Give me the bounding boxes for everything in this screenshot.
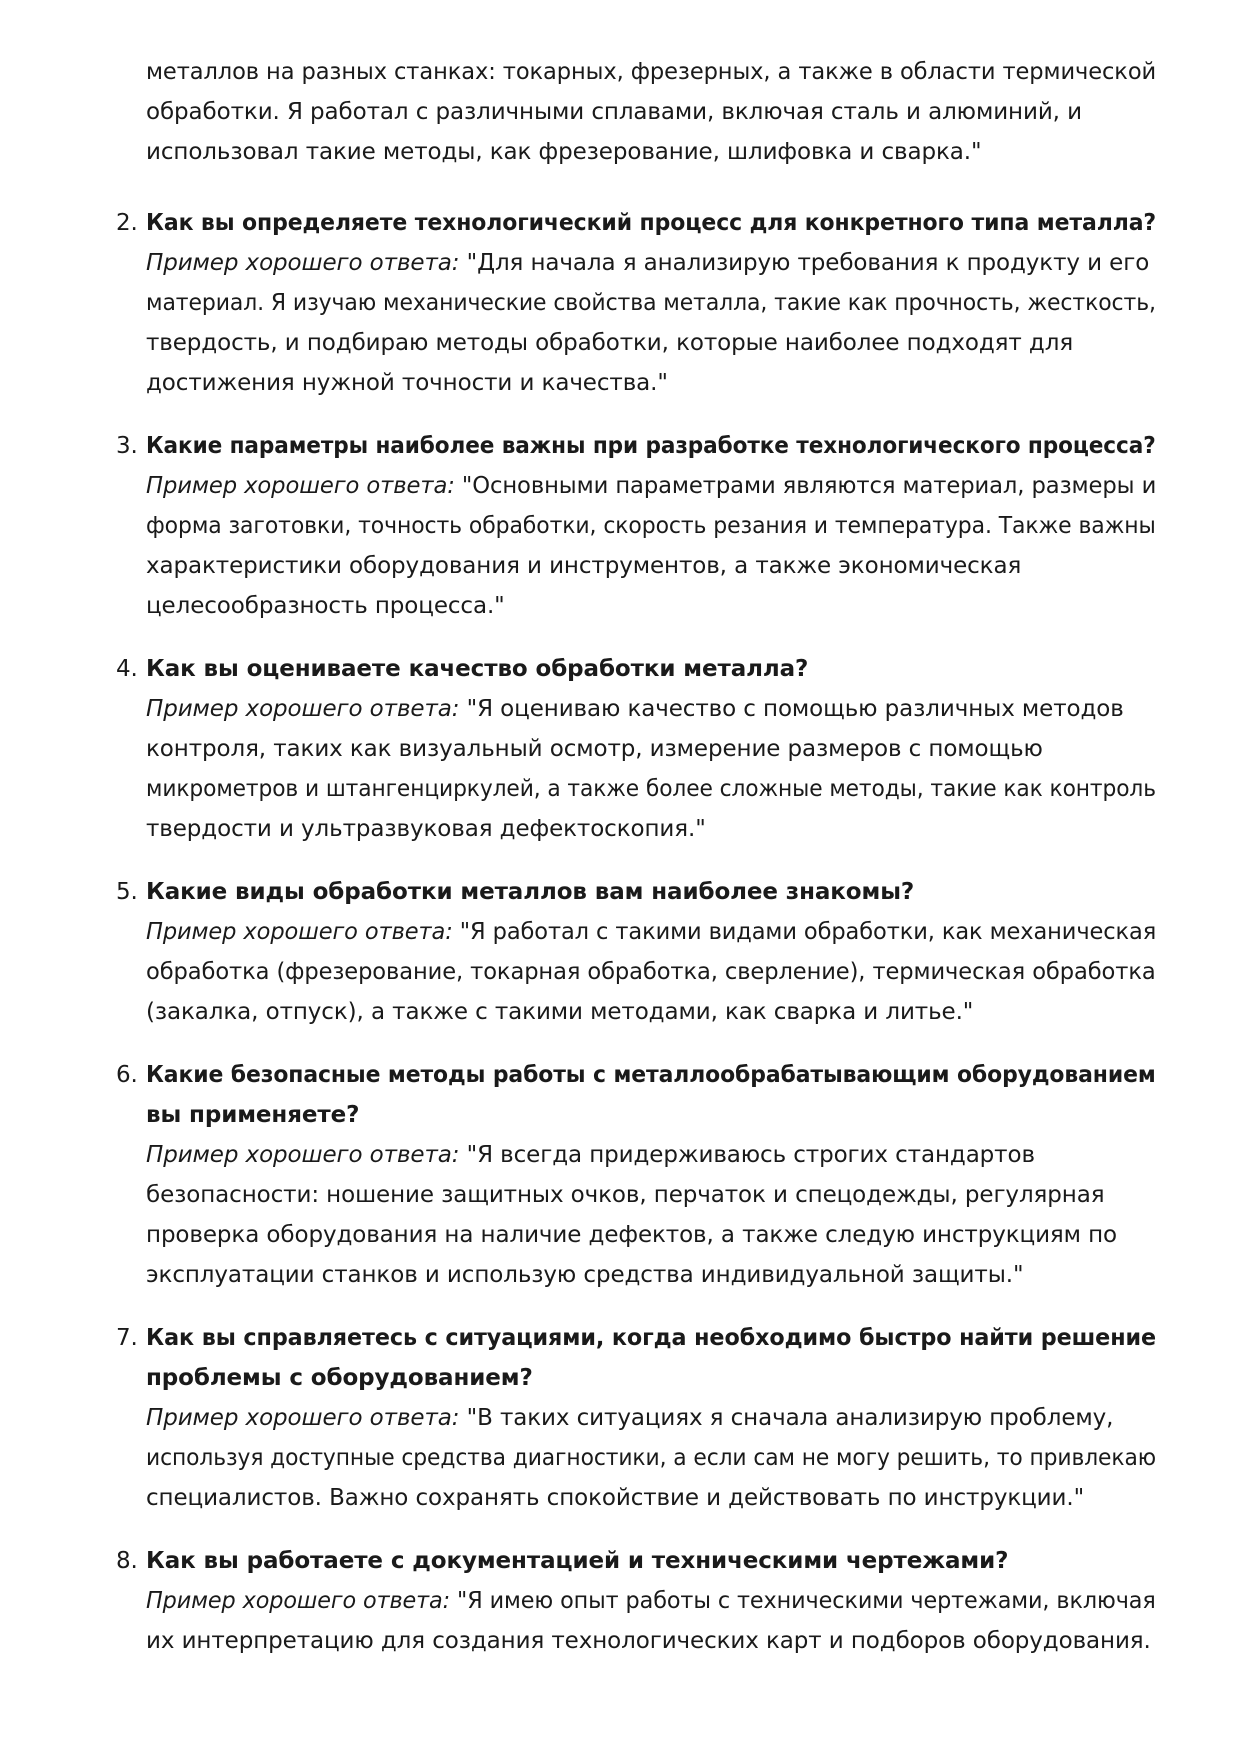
item-number: 3.	[116, 433, 138, 459]
answer-label: Пример хорошего ответа:	[146, 1588, 451, 1614]
list-item	[116, 1541, 1156, 1661]
answer-text: "Я всегда придерживаюсь строгих стандартов	[459, 1142, 1035, 1168]
question-text: Как вы работаете с документацией и техническими чертежами?	[146, 1548, 1009, 1574]
answer-line: достижения нужной точности и качества."	[146, 370, 668, 396]
answer-first-line	[146, 1135, 1156, 1175]
answer-label: Пример хорошего ответа:	[146, 250, 460, 276]
text-line: металлов на разных станках: токарных, фрезерных, а также в области термической	[146, 59, 1157, 85]
answer-first-line	[146, 912, 1157, 952]
item-number: 5.	[116, 879, 138, 905]
item-number: 8.	[116, 1548, 138, 1574]
list-item	[116, 203, 1157, 403]
text-line: использовал такие методы, как фрезерование, шлифовка и сварка."	[146, 139, 982, 165]
answer-line: проверка оборудования на наличие дефектов, а также следую инструкциям по	[146, 1222, 1118, 1248]
answer-line: материал. Я изучаю механические свойства металла, такие как прочность, жесткость,	[146, 290, 1156, 316]
answer-line: форма заготовки, точность обработки, скорость резания и температура. Также важны	[146, 513, 1156, 539]
answer-label: Пример хорошего ответа:	[146, 696, 460, 722]
answer-line: специалистов. Важно сохранять спокойствие и действовать по инструкции."	[146, 1485, 1085, 1511]
answer-text: "Я имею опыт работы с техническими чертежами, включая	[450, 1588, 1156, 1614]
list-item	[116, 1318, 1157, 1518]
intro-continuation	[146, 52, 1156, 172]
question-text: проблемы с оборудованием?	[146, 1365, 533, 1391]
answer-line: используя доступные средства диагностики, а если сам не могу решить, то привлекаю	[146, 1445, 1156, 1471]
answer-first-line	[146, 466, 1157, 506]
answer-line: твердости и ультразвуковая дефектоскопия."	[146, 816, 706, 842]
text-line: обработки. Я работал с различными сплавами, включая сталь и алюминий, и	[146, 99, 1082, 125]
answer-label: Пример хорошего ответа:	[146, 1405, 460, 1431]
answer-text: "Я работал с такими видами обработки, как механическая	[452, 919, 1157, 945]
item-number: 7.	[116, 1325, 138, 1351]
answer-line: целесообразность процесса."	[146, 593, 505, 619]
answer-line: (закалка, отпуск), а также с такими методами, как сварка и литье."	[146, 999, 974, 1025]
question-text: Как вы справляетесь с ситуациями, когда необходимо быстро найти решение	[146, 1325, 1157, 1351]
answer-text: "Я оцениваю качество с помощью различных методов	[459, 696, 1124, 722]
answer-text: "В таких ситуациях я сначала анализирую проблему,	[459, 1405, 1114, 1431]
answer-text: "Для начала я анализирую требования к продукту и его	[459, 250, 1150, 276]
item-number: 2.	[116, 210, 138, 236]
answer-line: характеристики оборудования и инструментов, а также экономическая	[146, 553, 1022, 579]
answer-line: твердость, и подбираю методы обработки, которые наиболее подходят для	[146, 330, 1074, 356]
answer-label: Пример хорошего ответа:	[146, 1142, 460, 1168]
answer-first-line	[146, 1398, 1156, 1438]
answer-label: Пример хорошего ответа:	[146, 919, 453, 945]
question-text: Как вы определяете технологический процесс для конкретного типа металла?	[146, 210, 1157, 236]
answer-line: обработка (фрезерование, токарная обработка, сверление), термическая обработка	[146, 959, 1156, 985]
answer-line: их интерпретацию для создания технологических карт и подборов оборудования.	[146, 1628, 1151, 1654]
question-text: Какие безопасные методы работы с металлообрабатывающим оборудованием	[146, 1062, 1156, 1088]
answer-text: "Основными параметрами являются материал, размеры и	[454, 473, 1157, 499]
answer-line: микрометров и штангенциркулей, а также более сложные методы, такие как контроль	[146, 776, 1156, 802]
question-text: Как вы оцениваете качество обработки металла?	[146, 656, 809, 682]
answer-line: безопасности: ношение защитных очков, перчаток и спецодежды, регулярная	[146, 1182, 1105, 1208]
item-number: 4.	[116, 656, 138, 682]
answer-first-line	[146, 243, 1156, 283]
list-item	[116, 872, 1157, 1032]
question-text: вы применяете?	[146, 1102, 360, 1128]
answer-line: эксплуатации станков и использую средства индивидуальной защиты."	[146, 1262, 1024, 1288]
question-text: Какие виды обработки металлов вам наиболее знакомы?	[146, 879, 915, 905]
question-text: Какие параметры наиболее важны при разработке технологического процесса?	[146, 433, 1156, 459]
item-number: 6.	[116, 1062, 138, 1088]
answer-line: контроля, таких как визуальный осмотр, измерение размеров с помощью	[146, 736, 1043, 762]
answer-first-line	[146, 1581, 1156, 1621]
answer-label: Пример хорошего ответа:	[146, 473, 455, 499]
list-item	[116, 426, 1157, 626]
list-item	[116, 1055, 1156, 1295]
answer-first-line	[146, 689, 1156, 729]
list-item	[116, 649, 1156, 849]
